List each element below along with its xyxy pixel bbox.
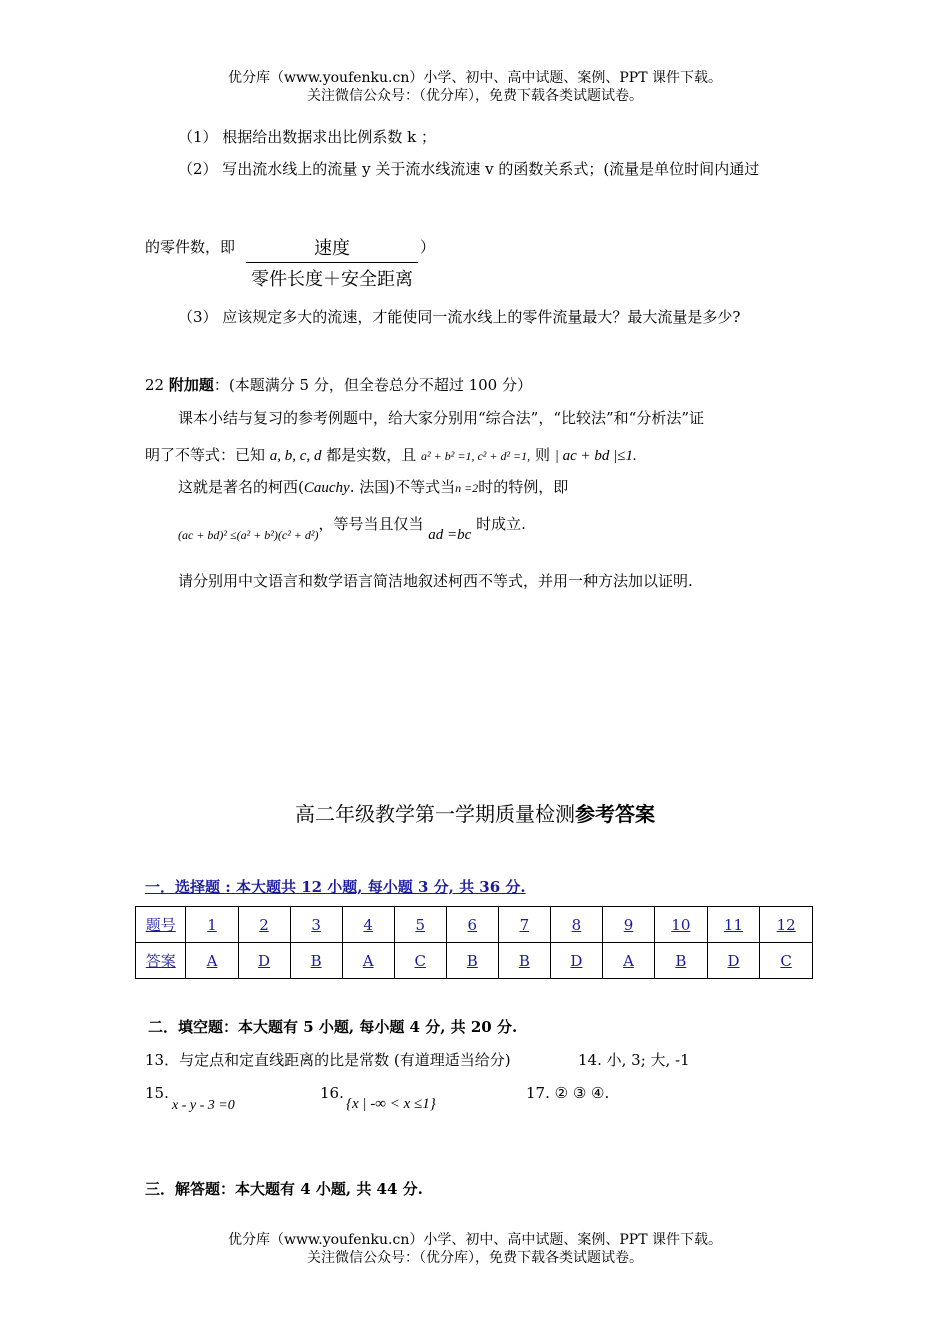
answer-15-label: 15. bbox=[145, 1084, 169, 1102]
q22-eq-text: ，等号当且仅当 bbox=[318, 515, 424, 533]
section-3-heading: 三．解答题：本大题有 4 小题, 共 44 分. bbox=[145, 1180, 423, 1198]
q22-line-3b: . 法国)不等式当 bbox=[349, 478, 456, 496]
question-number[interactable]: 5 bbox=[394, 907, 446, 943]
q21-part-1: （1） 根据给出数据求出比例系数 k ； bbox=[178, 128, 436, 146]
answer-cell[interactable]: B bbox=[446, 943, 498, 979]
q22-condition: a² + b² =1, c² + d² =1, bbox=[421, 449, 531, 463]
answer-cell[interactable]: C bbox=[394, 943, 446, 979]
row-label-answer[interactable]: 答案 bbox=[136, 943, 186, 979]
answer-13: 13．与定点和定直线距离的比是常数 (有道理适当给分) bbox=[145, 1051, 511, 1069]
footer-line-1: 优分库（www.youfenku.cn）小学、初中、高中试题、案例、PPT 课件下载。 bbox=[227, 1232, 722, 1248]
fraction-numerator: 速度 bbox=[246, 234, 418, 263]
question-number[interactable]: 7 bbox=[498, 907, 550, 943]
q22-eq-end: 时成立. bbox=[476, 515, 526, 533]
answer-cell[interactable]: A bbox=[342, 943, 394, 979]
header-line-1: 优分库（www.youfenku.cn）小学、初中、高中试题、案例、PPT 课件下载。 bbox=[227, 70, 722, 86]
equality-condition: ad =bc bbox=[428, 527, 472, 543]
answer-cell[interactable]: D bbox=[550, 943, 602, 979]
section-2-heading: 二．填空题：本大题有 5 小题, 每小题 4 分, 共 20 分. bbox=[148, 1018, 518, 1036]
cauchy-name: Cauchy bbox=[303, 480, 350, 496]
answer-cell[interactable]: B bbox=[655, 943, 708, 979]
answer-14: 14. 小, 3; 大, -1 bbox=[578, 1051, 690, 1069]
answer-16: {x | -∞ < x ≤1} bbox=[346, 1096, 436, 1112]
q22-line-2c: 则 bbox=[534, 446, 550, 464]
q22-task: 请分别用中文语言和数学语言简洁地叙述柯西不等式，并用一种方法加以证明. bbox=[178, 572, 693, 590]
question-number[interactable]: 12 bbox=[760, 907, 813, 943]
answer-cell[interactable]: D bbox=[707, 943, 760, 979]
footer-line-2: 关注微信公众号：（优分库），免费下载各类试题试卷。 bbox=[307, 1250, 643, 1266]
q22-n-value: n =2 bbox=[455, 481, 479, 495]
answer-title bbox=[0, 798, 950, 827]
answer-cell[interactable]: B bbox=[290, 943, 342, 979]
q22-line-1: 课本小结与复习的参考例题中，给大家分别用“综合法”，“比较法”和“分析法”证 bbox=[178, 409, 705, 427]
answer-cell[interactable]: C bbox=[760, 943, 813, 979]
q22-line-3a: 这就是著名的柯西( bbox=[178, 478, 304, 496]
answer-table bbox=[135, 906, 813, 979]
header-line-2: 关注微信公众号：（优分库），免费下载各类试题试卷。 bbox=[307, 88, 643, 104]
fraction-denominator: 零件长度＋安全距离 bbox=[251, 269, 413, 290]
question-number[interactable]: 11 bbox=[707, 907, 760, 943]
q21-part-2: （2） 写出流水线上的流量 y 关于流水线流速 v 的函数关系式；(流量是单位时间内通过 bbox=[178, 160, 760, 178]
answer-title-bold: 参考答案 bbox=[575, 802, 655, 826]
answer-15: x - y - 3 =0 bbox=[172, 1098, 235, 1113]
answer-cell[interactable]: D bbox=[238, 943, 290, 979]
answer-17: 17. ② ③ ④. bbox=[526, 1084, 610, 1102]
question-number[interactable]: 1 bbox=[186, 907, 238, 943]
answer-cell[interactable]: A bbox=[603, 943, 655, 979]
answer-16-label: 16. bbox=[320, 1084, 344, 1102]
question-number[interactable]: 9 bbox=[603, 907, 655, 943]
q22-label: 附加题 bbox=[168, 376, 214, 394]
q21-part-2-cont: 的零件数，即 bbox=[145, 238, 236, 256]
question-number[interactable]: 10 bbox=[655, 907, 708, 943]
answer-cell[interactable]: B bbox=[498, 943, 550, 979]
q22-number: 22 bbox=[145, 376, 165, 394]
question-number[interactable]: 8 bbox=[550, 907, 602, 943]
q22-heading bbox=[145, 374, 532, 395]
cauchy-inequality: (ac + bd)² ≤(a² + b²)(c² + d²) bbox=[178, 528, 319, 542]
question-number[interactable]: 6 bbox=[446, 907, 498, 943]
question-number[interactable]: 2 bbox=[238, 907, 290, 943]
question-number[interactable]: 3 bbox=[290, 907, 342, 943]
answer-cell[interactable]: A bbox=[186, 943, 238, 979]
q22-line-2b: 都是实数，且 bbox=[326, 446, 417, 464]
table-row-numbers bbox=[136, 907, 813, 943]
section-1-heading[interactable]: 一．选择题 : 本大题共 12 小题, 每小题 3 分, 共 36 分. bbox=[145, 878, 526, 896]
q22-line-3c: 时的特例，即 bbox=[478, 478, 569, 496]
table-row-answers bbox=[136, 943, 813, 979]
q22-line-3 bbox=[178, 476, 568, 497]
flow-fraction bbox=[246, 234, 418, 291]
q22-intro: ：(本题满分 5 分，但全卷总分不超过 100 分） bbox=[213, 376, 532, 394]
q21-part-2-close: ） bbox=[420, 238, 436, 256]
answer-title-main: 高二年级教学第一学期质量检测 bbox=[295, 802, 575, 826]
q21-part-3: （3） 应该规定多大的流速，才能使同一流水线上的零件流量最大？最大流量是多少? bbox=[178, 308, 741, 326]
question-number[interactable]: 4 bbox=[342, 907, 394, 943]
row-label-number[interactable]: 题号 bbox=[136, 907, 186, 943]
q22-vars: a, b, c, d bbox=[269, 448, 322, 464]
q22-result: | ac + bd |≤1. bbox=[554, 448, 637, 464]
q22-line-2 bbox=[145, 444, 637, 465]
q22-line-2a: 明了不等式：已知 bbox=[145, 446, 266, 464]
